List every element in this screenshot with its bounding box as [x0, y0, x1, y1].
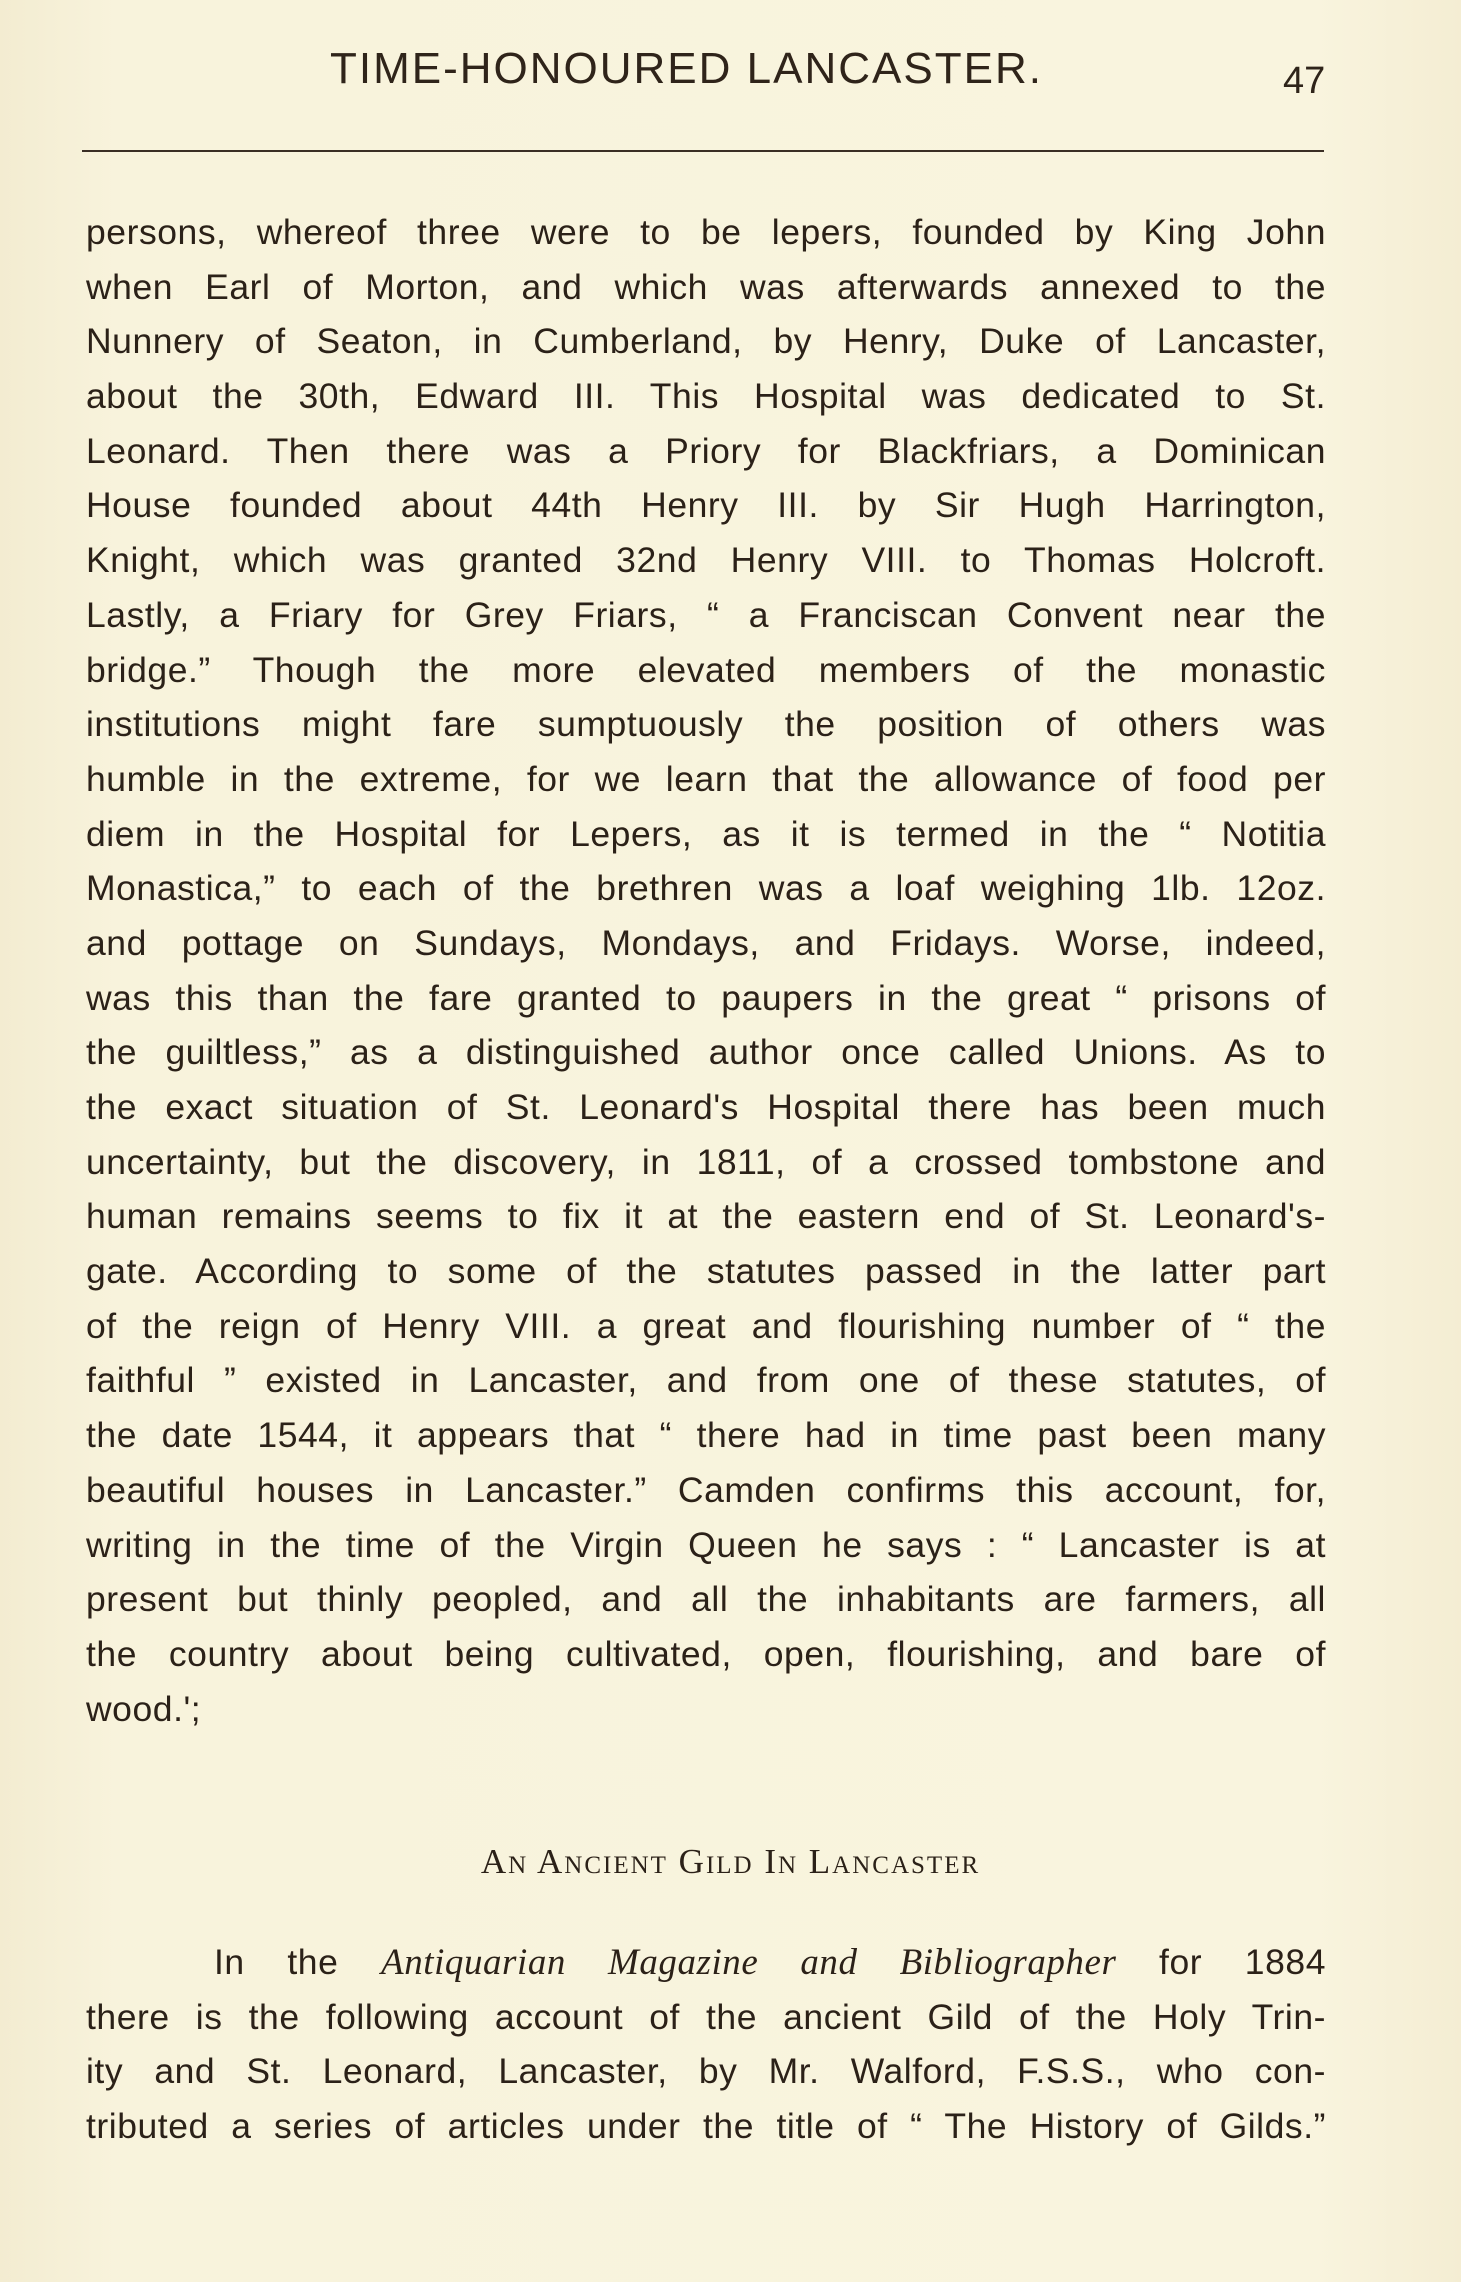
header-rule — [82, 150, 1324, 152]
text-line: Leonard. Then there was a Priory for Blackfriars, a Dominican — [86, 430, 1326, 471]
text-line: when Earl of Morton, and which was afterwards annexed to the — [86, 266, 1326, 307]
text-line: and pottage on Sundays, Mondays, and Fridays. Worse, indeed, — [86, 922, 1326, 963]
text-line: the date 1544, it appears that “ there had in time past been many — [86, 1415, 1326, 1456]
text-line: of the reign of Henry VIII. a great and flourishing number of “ the — [86, 1305, 1326, 1346]
text-line: human remains seems to fix it at the eastern end of St. Leonard's- — [86, 1196, 1326, 1237]
body-paragraph — [86, 205, 1326, 1736]
text-line: present but thinly peopled, and all the inhabitants are farmers, all — [86, 1579, 1326, 1620]
text-line: beautiful houses in Lancaster.” Camden confirms this account, for, — [86, 1469, 1326, 1510]
text-line: House founded about 44th Henry III. by Sir Hugh Harrington, — [86, 485, 1326, 526]
text-line: wood.'; — [86, 1688, 202, 1729]
section-heading: An Ancient Gild In Lancaster — [480, 1842, 981, 1881]
text-line: tributed a series of articles under the title of “ The History of Gilds.” — [86, 2106, 1326, 2147]
text-line: about the 30th, Edward III. This Hospital was dedicated to St. — [86, 376, 1326, 417]
text-line — [86, 1935, 1326, 1990]
text-line: there is the following account of the ancient Gild of the Holy Trin- — [86, 1996, 1326, 2037]
running-title: TIME-HONOURED LANCASTER. — [330, 44, 1043, 93]
text-line: diem in the Hospital for Lepers, as it is termed in the “ Notitia — [86, 813, 1326, 854]
text-line: the exact situation of St. Leonard's Hospital there has been much — [86, 1087, 1326, 1127]
book-title-italic: Antiquarian Magazine and Bibliographer — [381, 1942, 1117, 1983]
text-line: Monastica,” to each of the brethren was a loaf weighing 1lb. 12oz. — [86, 868, 1326, 909]
text-line: humble in the extreme, for we learn that the allowance of food per — [86, 758, 1326, 799]
text-line: Lastly, a Friary for Grey Friars, “ a Franciscan Convent near the — [86, 594, 1326, 635]
running-head — [0, 44, 1461, 114]
text-line: Nunnery of Seaton, in Cumberland, by Henry, Duke of Lancaster, — [86, 321, 1326, 362]
text-line: Knight, which was granted 32nd Henry VIII. to Thomas Holcroft. — [86, 540, 1326, 581]
text-line: bridge.” Though the more elevated members of the monastic — [86, 649, 1326, 690]
text-line: faithful ” existed in Lancaster, and from one of these statutes, of — [86, 1360, 1326, 1401]
text-line: uncertainty, but the discovery, in 1811, of a crossed tombstone and — [86, 1141, 1326, 1182]
text-line: gate. According to some of the statutes passed in the latter part — [86, 1251, 1326, 1292]
section-paragraph — [86, 1935, 1326, 2154]
text-line: was this than the fare granted to paupers in the great “ prisons of — [86, 977, 1326, 1018]
text-line: the guiltless,” as a distinguished author once called Unions. As to — [86, 1032, 1326, 1073]
text-line: persons, whereof three were to be lepers, founded by King John — [86, 212, 1326, 252]
text-line: the country about being cultivated, open, flourishing, and bare of — [86, 1633, 1326, 1674]
page-number: 47 — [1283, 60, 1326, 102]
text-line: institutions might fare sumptuously the position of others was — [86, 704, 1326, 745]
text-line: ity and St. Leonard, Lancaster, by Mr. Walford, F.S.S., who con- — [86, 2051, 1326, 2092]
text-fragment: In the — [214, 1942, 382, 1982]
text-line: writing in the time of the Virgin Queen he says : “ Lancaster is at — [86, 1524, 1326, 1565]
text-fragment: for 1884 — [1116, 1942, 1326, 1982]
